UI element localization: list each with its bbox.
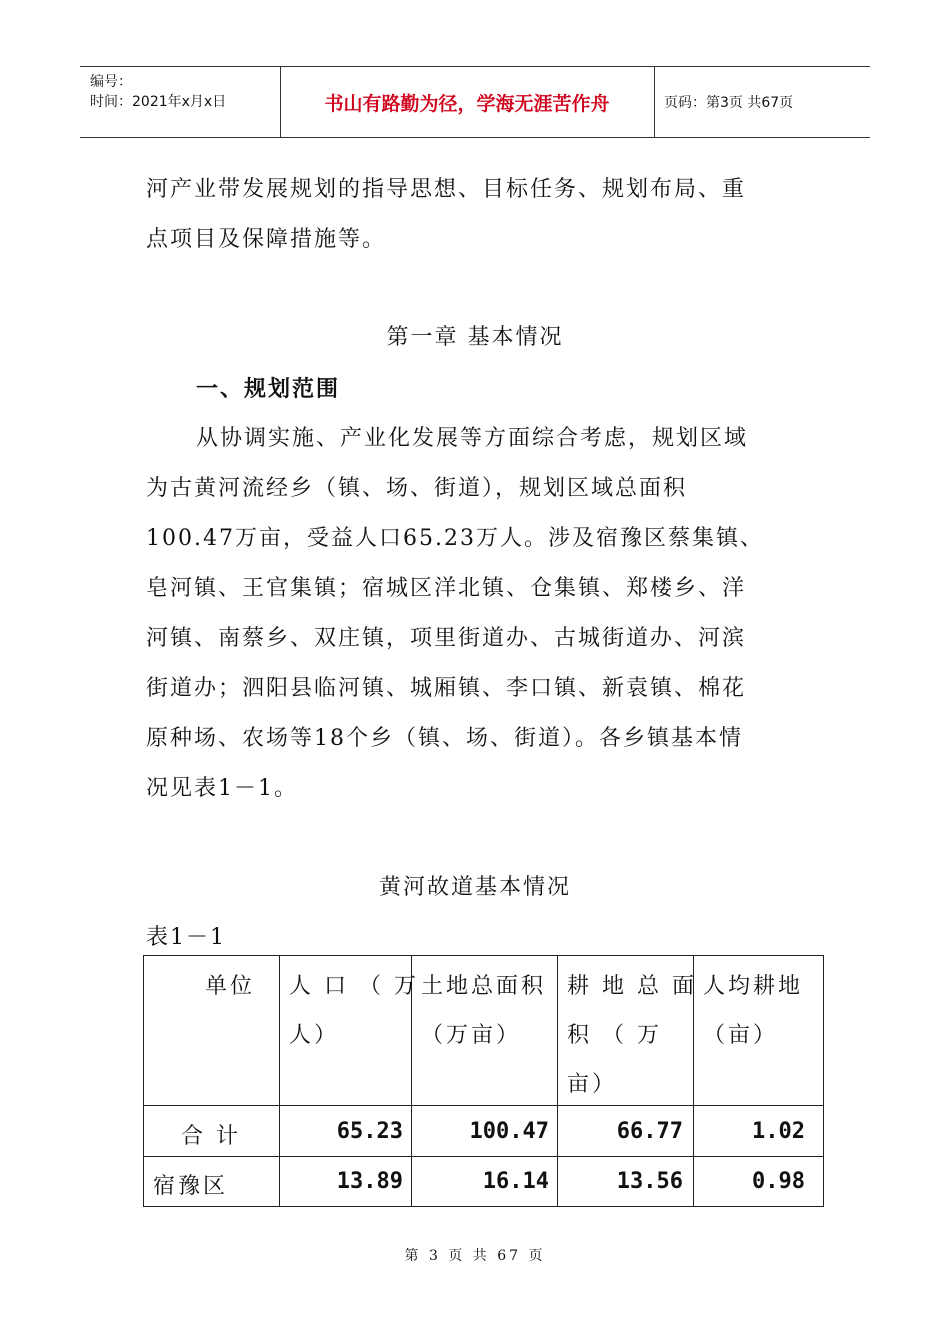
cell-per-capita: 0.98 xyxy=(752,1169,805,1194)
paragraph-line: 皂河镇、王官集镇；宿城区洋北镇、仓集镇、郑楼乡、洋 xyxy=(146,576,747,601)
cell-per-capita: 1.02 xyxy=(752,1119,805,1144)
table-rule xyxy=(557,955,558,1207)
time-label: 时间：2021年x月x日 xyxy=(90,94,227,110)
paragraph-line: 原种场、农场等18个乡（镇、场、街道）。各乡镇基本情 xyxy=(146,726,743,751)
table-rule xyxy=(279,955,280,1207)
header-page-info: 页码：第3页 共67页 xyxy=(664,95,794,111)
header-arable-area: 耕 地 总 面 xyxy=(567,974,697,999)
header-unit: 单位 xyxy=(205,974,256,999)
section-heading: 一、规划范围 xyxy=(196,377,341,402)
row-name: 宿豫区 xyxy=(153,1174,229,1199)
header-land-area: （万亩） xyxy=(421,1023,522,1048)
table-rule xyxy=(143,955,144,1207)
paragraph-line: 河镇、南蔡乡、双庄镇，项里街道办、古城街道办、河滨 xyxy=(146,626,747,651)
table-rule xyxy=(823,955,824,1207)
page-footer: 第 3 页 共 67 页 xyxy=(404,1248,546,1264)
header-per-capita: 人均耕地 xyxy=(703,974,804,999)
chapter-title: 第一章 基本情况 xyxy=(386,325,564,350)
cell-land-area: 16.14 xyxy=(482,1169,549,1194)
paragraph-line: 况见表1－1。 xyxy=(146,776,298,801)
header-motto: 书山有路勤为径，学海无涯苦作舟 xyxy=(280,67,655,137)
header-arable-area: 积 （ 万 xyxy=(567,1023,662,1048)
body-line: 点项目及保障措施等。 xyxy=(146,227,387,252)
cell-arable-area: 13.56 xyxy=(616,1169,683,1194)
header-per-capita: （亩） xyxy=(703,1023,779,1048)
body-line: 河产业带发展规划的指导思想、目标任务、规划布局、重 xyxy=(146,177,747,202)
table-caption: 表1－1 xyxy=(146,925,226,950)
header-arable-area: 亩） xyxy=(567,1072,618,1097)
cell-population: 13.89 xyxy=(336,1169,403,1194)
paragraph-line: 街道办；泗阳县临河镇、城厢镇、李口镇、新袁镇、棉花 xyxy=(146,676,747,701)
header-population: 人 口 （ 万 xyxy=(289,974,419,999)
table-title: 黄河故道基本情况 xyxy=(378,875,571,900)
table-rule xyxy=(143,1156,824,1157)
cell-population: 65.23 xyxy=(336,1119,403,1144)
number-label: 编号： xyxy=(90,74,132,90)
paragraph-line: 从协调实施、产业化发展等方面综合考虑，规划区域 xyxy=(196,426,749,451)
page-header xyxy=(80,66,870,138)
header-population: 人） xyxy=(289,1023,340,1048)
data-table xyxy=(143,955,824,1207)
cell-land-area: 100.47 xyxy=(469,1119,549,1144)
paragraph-line: 为古黄河流经乡（镇、场、街道），规划区域总面积 xyxy=(146,476,688,501)
table-rule xyxy=(143,955,824,956)
table-rule xyxy=(143,1105,824,1106)
cell-arable-area: 66.77 xyxy=(616,1119,683,1144)
row-name: 合 计 xyxy=(181,1124,241,1149)
header-land-area: 土地总面积 xyxy=(421,974,547,999)
header-meta xyxy=(80,67,281,137)
table-rule xyxy=(143,1206,824,1207)
paragraph-line: 100.47万亩，受益人口65.23万人。涉及宿豫区蔡集镇、 xyxy=(146,526,764,551)
